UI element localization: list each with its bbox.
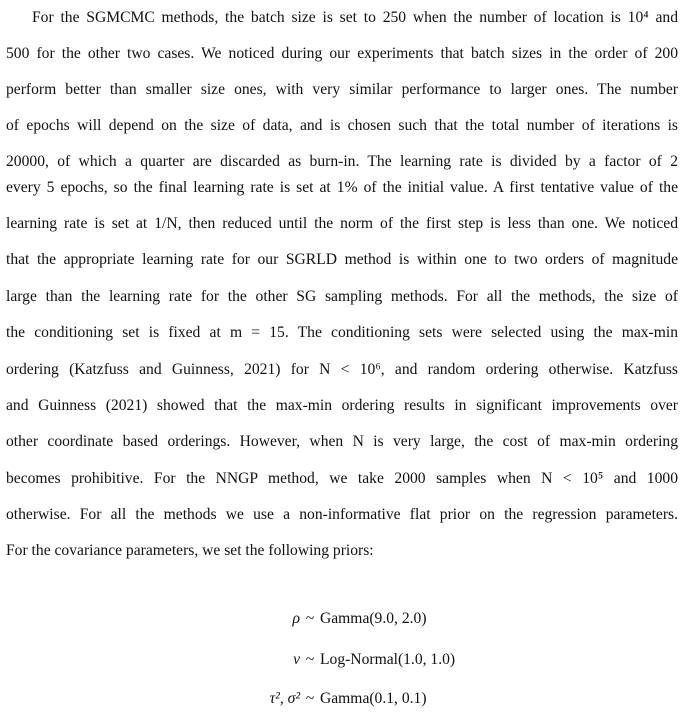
paragraph-line: 500 for the other two cases. We noticed during our experiments that batch sizes in the order of 200	[6, 45, 678, 62]
equation-rhs: Gamma(9.0, 2.0)	[320, 610, 427, 627]
paragraph-line: large than the learning rate for the other SG sampling methods. For all the methods, the size of	[6, 288, 678, 305]
equation-relation: ~	[305, 651, 315, 668]
equation-rho-prior	[0, 604, 686, 634]
equation-relation: ~	[305, 610, 315, 627]
paragraph-line: 20000, of which a quarter are discarded as burn-in. The learning rate is divided by a factor of 2	[6, 153, 678, 170]
paragraph-line: becomes prohibitive. For the NNGP method, we take 2000 samples when N < 10⁵ and 1000	[6, 470, 678, 487]
equation-lhs: ρ	[292, 610, 300, 627]
paragraph-line: that the appropriate learning rate for our SGRLD method is within one to two orders of magnitude	[6, 251, 678, 268]
equation-rhs: Gamma(0.1, 0.1)	[320, 690, 427, 707]
prior-equations	[0, 600, 686, 718]
equation-tau-sigma-prior	[0, 684, 686, 714]
paragraph-line: learning rate is set at 1/N, then reduced until the norm of the first step is less than one. We noticed	[6, 215, 678, 232]
equation-rhs: Log-Normal(1.0, 1.0)	[320, 651, 456, 668]
paragraph-line: the conditioning set is fixed at m = 15. The conditioning sets were selected using the max-min	[6, 324, 678, 341]
paragraph-line: of epochs will depend on the size of data, and is chosen such that the total number of iterations is	[6, 117, 678, 134]
equation-relation: ~	[305, 690, 315, 707]
paragraph-line: otherwise. For all the methods we use a non-informative flat prior on the regression parameters.	[6, 506, 678, 523]
equation-lhs: τ², σ²	[269, 690, 300, 707]
paragraph-line: For the covariance parameters, we set the following priors:	[6, 542, 374, 559]
paragraph-line: and Guinness (2021) showed that the max-min ordering results in significant improvements over	[6, 397, 678, 414]
paragraph-line: ordering (Katzfuss and Guinness, 2021) for N < 10⁶, and random ordering otherwise. Katzfuss	[6, 361, 678, 378]
paragraph-line: other coordinate based orderings. However, when N is very large, the cost of max-min ordering	[6, 433, 678, 450]
equation-lhs: ν	[293, 651, 300, 668]
paragraph-line: perform better than smaller size ones, with very similar performance to larger ones. The number	[6, 81, 678, 98]
paragraph-line: every 5 epochs, so the final learning rate is set at 1% of the initial value. A first tentative value of the	[6, 179, 678, 196]
equation-nu-prior	[0, 645, 686, 675]
paragraph-line: For the SGMCMC methods, the batch size is set to 250 when the number of location is 10⁴ and	[32, 9, 678, 26]
